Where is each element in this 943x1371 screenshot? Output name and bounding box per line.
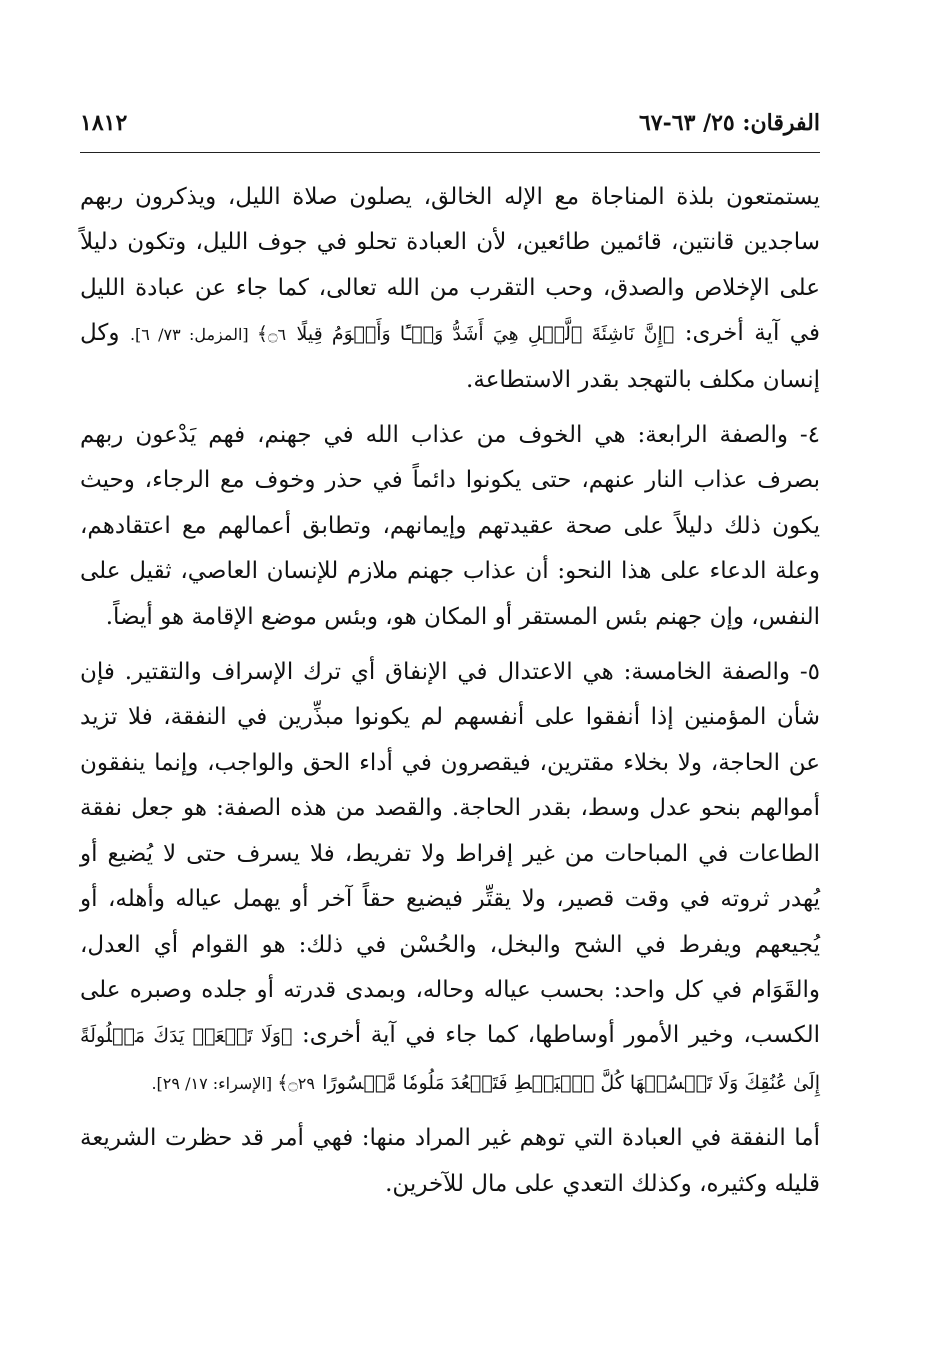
paragraph-night-prayer	[80, 175, 820, 403]
page-number: ١٨١٢	[80, 110, 128, 136]
quran-close-bracket: ﴾	[277, 1071, 289, 1094]
paragraph-text: ٥- والصفة الخامسة: هي الاعتدال في الإنفاق أي ترك الإسراف والتقتير. فإن شأن المؤمنين إذا أنفقوا على أنفسهم لم يكونوا مبذِّرين في النفقة، فلا تزيد عن الحاجة، ولا بخلاء مقترين، فيقصرون في أداء الحق والواجب، وإنما ينفقون أموالهم بنحو عدل وسط، بقدر الحاجة. والقصد من هذه الصفة: هو جعل نفقة الطاعات في المباحات من غير إفراط ولا تفريط، فلا يسرف حتى لا يُضيع أو يُهدر ثروته في وقت قصير، ولا يقتِّر فيضيع حقاً آخر أو يهمل عياله وأهله، أو يُجيعهم ويفرط في الشح والبخل، والحُسْن في ذلك: هو القوام أي العدل، والقَوَام في كل واحد: بحسب عياله وحاله، وبمدى قدرته أو جلده وصبره على الكسب، وخير الأمور أوساطها، كما جاء في آية أخرى:	[80, 659, 820, 1049]
quran-close-bracket: ﴾	[256, 323, 269, 346]
paragraph-fifth-trait	[80, 650, 820, 1106]
verse-reference: [الإسراء: ١٧/ ٢٩].	[151, 1073, 278, 1093]
paragraph-spending: أما النفقة في العبادة التي توهم غير المراد منها: فهي أمر قد حظرت الشريعة قليله وكثيره، وكذلك التعدي على مال للآخرين.	[80, 1125, 820, 1197]
body-text	[80, 175, 820, 1207]
quran-verse: ﴿إِنَّ نَاشِئَةَ ٱلَّيۡلِ هِيَ أَشَدُّ وَطۡـًٔا وَأَقۡوَمُ قِيلًا	[296, 323, 675, 346]
paragraph-text: وكل إنسان مكلف بالتهجد بقدر الاستطاعة.	[80, 320, 820, 393]
paragraph-text: يستمتعون بلذة المناجاة مع الإله الخالق، يصلون صلاة الليل، ويذكرون ربهم ساجدين قانتين، قائمين طائعين، لأن العبادة تحلو في جوف الليل، وتكون دليلاً على الإخلاص والصدق، وحب التقرب من الله تعالى، كما جاء عن عبادة الليل في آية أخرى:	[80, 184, 820, 347]
header-rule	[80, 152, 820, 153]
ayah-number-marker: ۝٢٩	[288, 1073, 315, 1093]
page-content	[80, 110, 820, 1217]
running-head	[80, 110, 820, 150]
verse-reference: [المزمل: ٧٣/ ٦].	[129, 325, 257, 345]
surah-reference: الفرقان: ٢٥/ ٦٣-٦٧	[638, 110, 820, 136]
ayah-number-marker: ۝٦	[268, 325, 287, 345]
paragraph-fourth-trait: ٤- والصفة الرابعة: هي الخوف من عذاب الله في جهنم، فهم يَدْعون ربهم بصرف عذاب النار عنهم، حتى يكونوا دائماً في حذر وخوف مع الرجاء، وحيث يكون ذلك دليلاً على صحة عقيدتهم وإيمانهم، وتطابق أعمالهم مع اعتقادهم، وعلة الدعاء على هذا النحو: أن عذاب جهنم ملازم للإنسان العاصي، ثقيل على النفس، وإن جهنم بئس المستقر أو المكان هو، وبئس موضع الإقامة هو أيضاً.	[80, 422, 820, 630]
quran-verse: ﴿وَلَا تَجۡعَلۡ يَدَكَ مَغۡلُولَةً إِلَىٰ عُنُقِكَ وَلَا تَبۡسُطۡهَا كُلَّ ٱلۡبَسۡطِ فَتَقۡعُدَ مَلُومٗا مَّحۡسُورًا	[80, 1025, 820, 1094]
